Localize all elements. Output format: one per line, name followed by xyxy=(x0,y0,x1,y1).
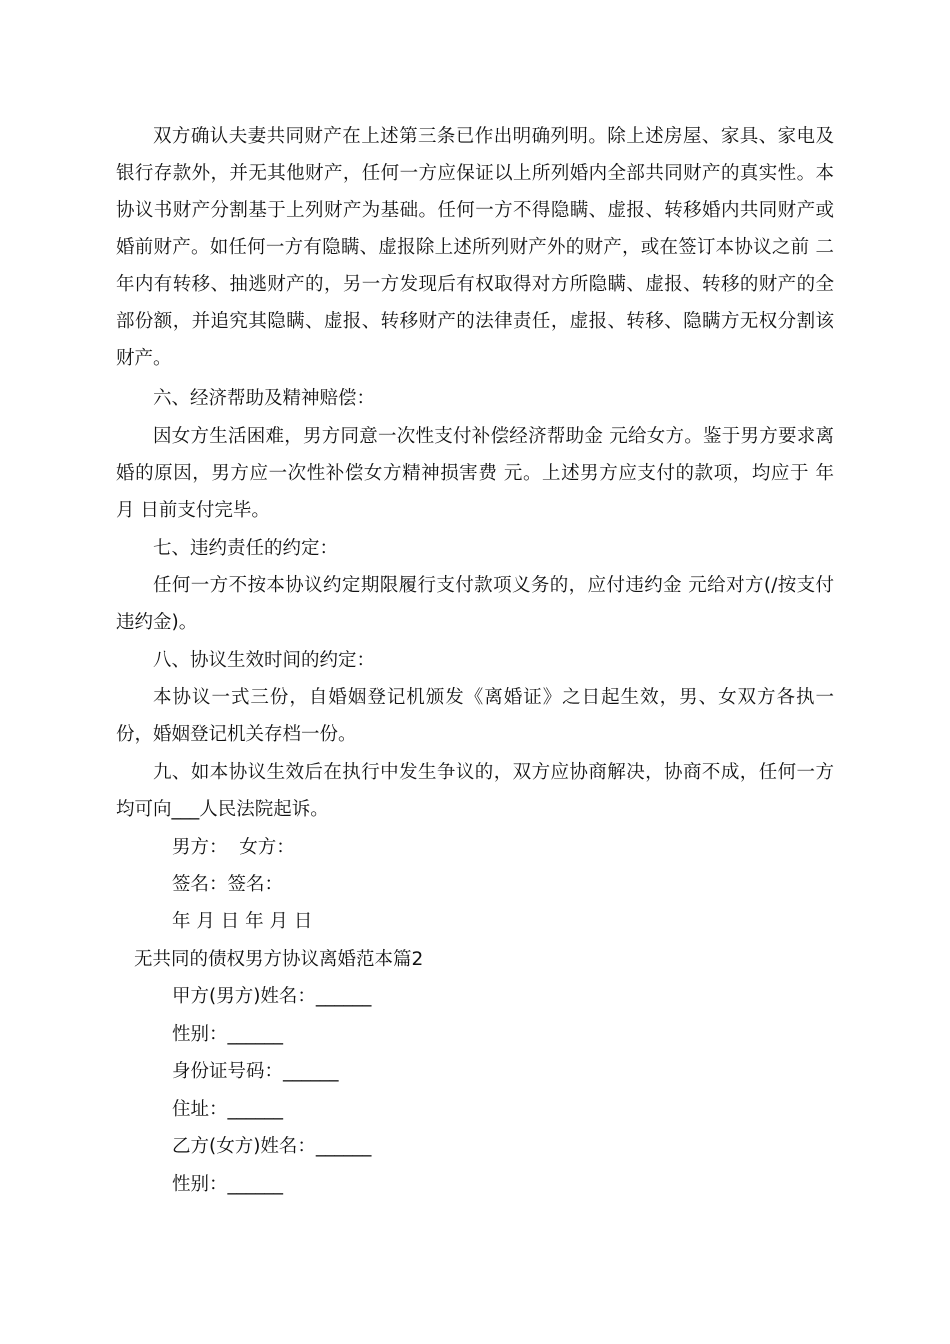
paragraph-breach-liability: 任何一方不按本协议约定期限履行支付款项义务的，应付违约金 元给对方(/按支付违约金)。 xyxy=(116,575,834,633)
heading-economic-help: 六、经济帮助及精神赔偿： xyxy=(153,388,376,409)
paragraph-economic-help: 因女方生活困难，男方同意一次性支付补偿经济帮助金 元给女方。鉴于男方要求离婚的原因，男方应一次性补偿女方精神损害费 元。上述男方应支付的款项，均应于 年 月 日前支付完毕。 xyxy=(116,426,834,521)
field-party-a-name: 甲方(男方)姓名：______ xyxy=(172,986,372,1007)
signature-dates-line: 年 月 日 年 月 日 xyxy=(172,911,313,932)
heading-effective-time: 八、协议生效时间的约定： xyxy=(153,650,376,671)
signature-parties-line: 男方： 女方： xyxy=(172,837,295,858)
section-title: 无共同的债权男方协议离婚范本篇2 xyxy=(134,949,424,970)
field-party-b-gender: 性别：______ xyxy=(172,1174,284,1195)
heading-breach-liability: 七、违约责任的约定： xyxy=(153,538,339,559)
field-party-a-address: 住址：______ xyxy=(172,1099,284,1120)
paragraph-property-confirmation: 双方确认夫妻共同财产在上述第三条已作出明确列明。除上述房屋、家具、家电及银行存款外，并无其他财产，任何一方应保证以上所列婚内全部共同财产的真实性。本协议书财产分割基于上列财产为基础。任何一方不得隐瞒、虚报、转移婚内共同财产或婚前财产。如任何一方有隐瞒、虚报除上述所列财产外的财产，或在签订本协议之前 二年内有转移、抽逃财产的，另一方发现后有权取得对方所隐瞒、虚报、转移的财产的全部份额，并追究其隐瞒、虚报、转移财产的法律责任，虚报、转移、隐瞒方无权分割该财产。 xyxy=(116,126,834,369)
field-party-a-id-number: 身份证号码：______ xyxy=(172,1061,339,1082)
field-party-a-gender: 性别：______ xyxy=(172,1024,284,1045)
signature-names-line: 签名：签名： xyxy=(172,874,284,895)
field-party-b-name: 乙方(女方)姓名：______ xyxy=(172,1136,372,1157)
paragraph-dispute-resolution: 九、如本协议生效后在执行中发生争议的，双方应协商解决，协商不成，任何一方均可向___人民法院起诉。 xyxy=(116,762,834,820)
paragraph-effective-time: 本协议一式三份，自婚姻登记机颁发《离婚证》之日起生效，男、女双方各执一份，婚姻登记机关存档一份。 xyxy=(116,687,834,745)
